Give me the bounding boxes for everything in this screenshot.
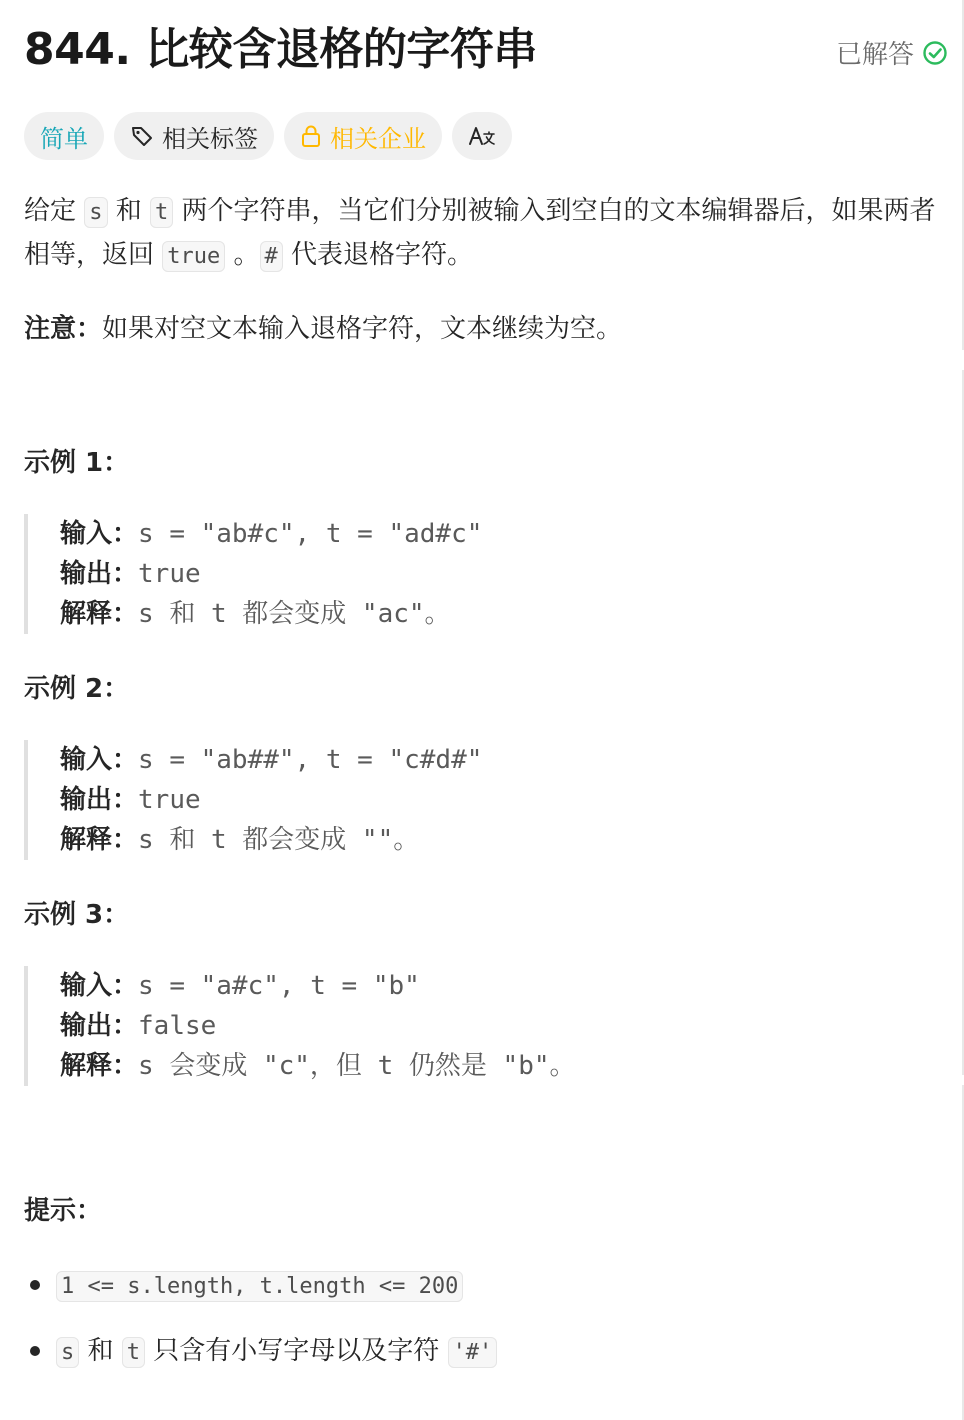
example-block [24, 966, 948, 1086]
inline-code: s [84, 197, 107, 228]
problem-header [24, 20, 948, 80]
difficulty-tag[interactable] [24, 112, 104, 160]
example-explain: s 和 t 都会变成 "ac"。 [138, 599, 451, 629]
tips-title: 提示： [24, 1196, 103, 1226]
example-block [24, 514, 948, 634]
text: 和 [79, 1336, 122, 1366]
text: 和 [107, 196, 151, 226]
tips-list [24, 1264, 948, 1374]
topics-label: 相关标签 [162, 124, 258, 153]
list-item [24, 1330, 948, 1374]
example-title: 示例 3： [24, 900, 130, 930]
problem-title[interactable]: 844. 比较含退格的字符串 [24, 24, 537, 75]
example-output: true [138, 559, 201, 589]
note-label: 注意： [24, 314, 103, 344]
inline-code: # [260, 241, 283, 272]
companies-tag[interactable] [284, 112, 442, 160]
note-text: 如果对空文本输入退格字符，文本继续为空。 [102, 314, 623, 344]
translate-icon [468, 124, 496, 148]
example-output: false [138, 1011, 217, 1041]
inline-code: s [56, 1337, 79, 1368]
text: 。 [225, 240, 260, 270]
output-label: 输出： [60, 1011, 139, 1041]
inline-code: '#' [448, 1337, 498, 1368]
example-title: 示例 2： [24, 674, 130, 704]
explain-label: 解释： [60, 825, 139, 855]
translate-button[interactable] [452, 112, 512, 160]
explain-label: 解释： [60, 1051, 139, 1081]
note-paragraph [24, 308, 948, 350]
input-label: 输入： [60, 745, 139, 775]
check-circle-icon [922, 40, 948, 66]
tag-icon [130, 124, 154, 148]
description-paragraph [24, 190, 948, 278]
solved-status [836, 34, 948, 71]
example-explain: s 和 t 都会变成 ""。 [138, 825, 420, 855]
example-title: 示例 1： [24, 448, 130, 478]
explain-label: 解释： [60, 599, 139, 629]
input-label: 输入： [60, 971, 139, 1001]
list-item [24, 1264, 948, 1308]
input-label: 输入： [60, 519, 139, 549]
example-block [24, 740, 948, 860]
problem-tags [24, 112, 512, 160]
output-label: 输出： [60, 559, 139, 589]
topics-tag[interactable] [114, 112, 274, 160]
example-explain: s 会变成 "c"，但 t 仍然是 "b"。 [138, 1051, 576, 1081]
example-output: true [138, 785, 201, 815]
text: 两个字符串，当它们分别被输入到空白的文本编辑器后，如果两者相等，返回 [24, 196, 936, 270]
lock-icon [300, 124, 322, 148]
example-input: s = "a#c", t = "b" [138, 971, 420, 1001]
text: 代表退格字符。 [282, 240, 474, 270]
inline-code: t [122, 1337, 145, 1368]
example-input: s = "ab#c", t = "ad#c" [138, 519, 483, 549]
text: 给定 [24, 196, 85, 226]
inline-code: t [150, 197, 173, 228]
solved-label: 已解答 [835, 40, 914, 70]
text: 只含有小写字母以及字符 [145, 1336, 448, 1366]
problem-description [24, 190, 948, 1374]
difficulty-label: 简单 [40, 124, 88, 153]
companies-label: 相关企业 [330, 124, 426, 153]
inline-code: 1 <= s.length, t.length <= 200 [56, 1271, 463, 1302]
inline-code: true [162, 241, 225, 272]
output-label: 输出： [60, 785, 139, 815]
example-input: s = "ab##", t = "c#d#" [138, 745, 483, 775]
